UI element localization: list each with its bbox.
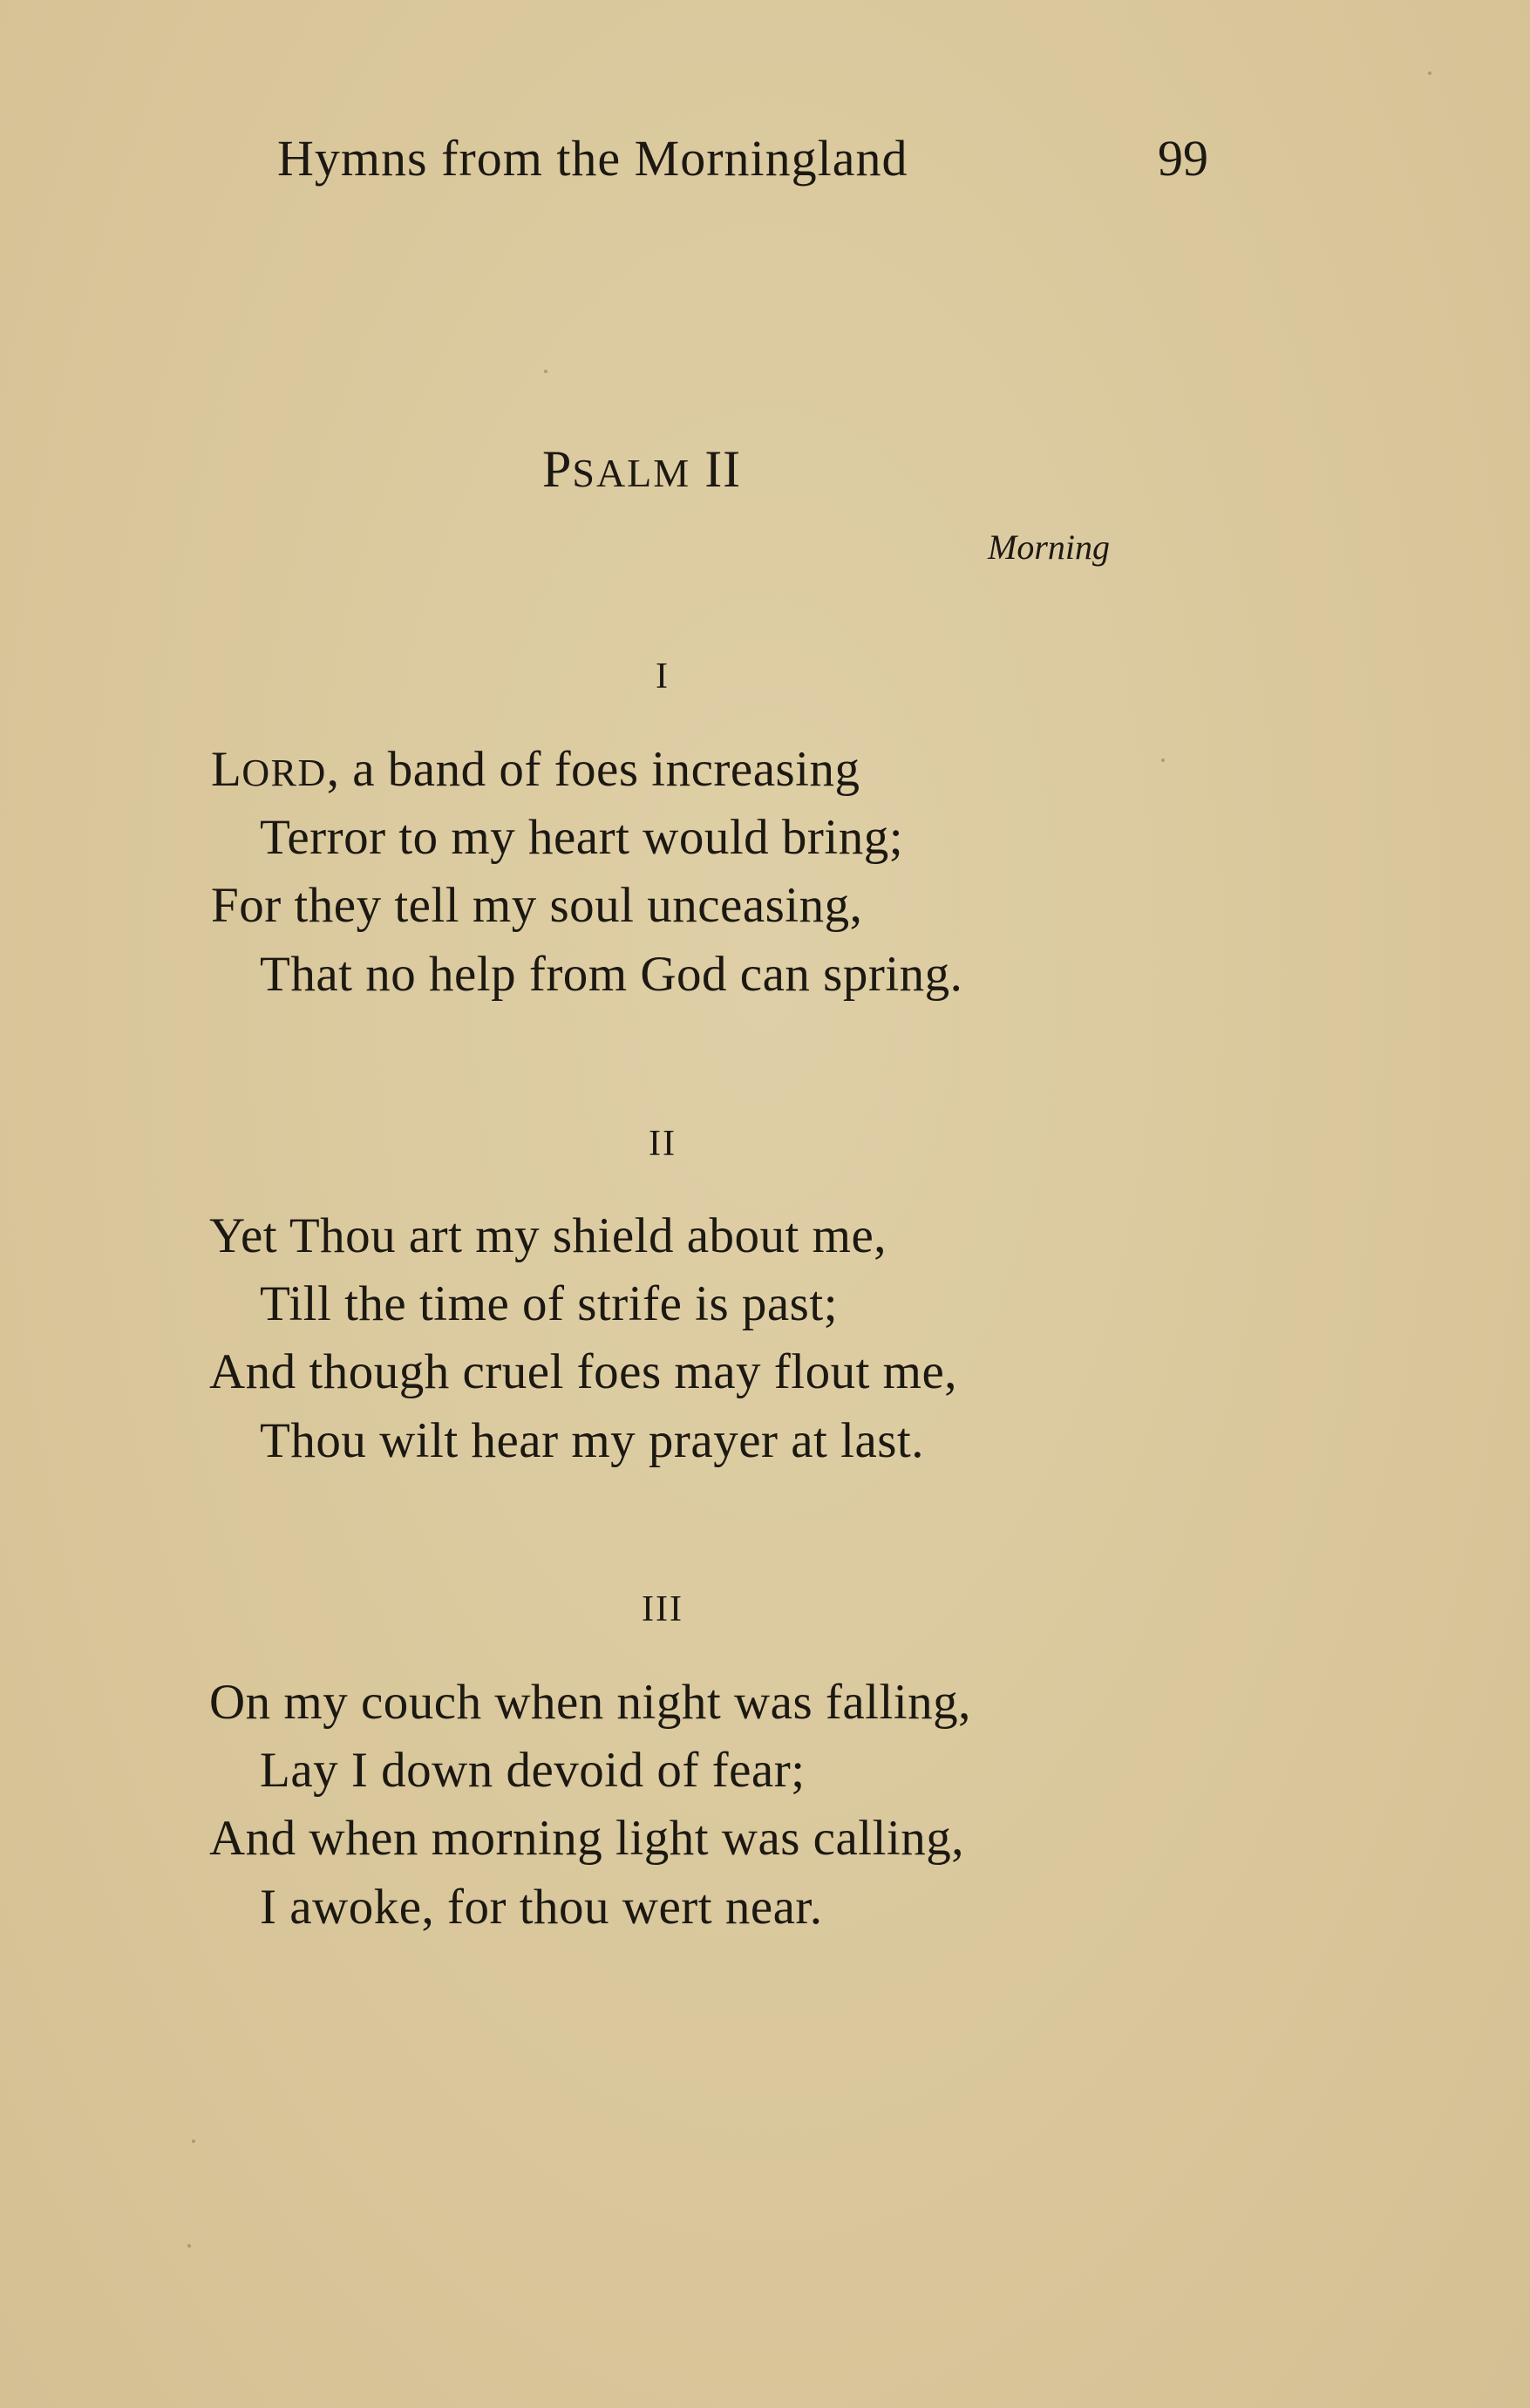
verse-initial: L — [211, 742, 242, 797]
verse-line: And though cruel foes may flout me, — [209, 1344, 958, 1399]
verse-line — [211, 741, 860, 798]
paper-speck — [1428, 71, 1431, 75]
verse-line: For they tell my soul unceasing, — [211, 878, 863, 933]
verse-line: That no help from God can spring. — [260, 947, 963, 1002]
verse-line: I awoke, for thou wert near. — [260, 1880, 823, 1935]
verse-line: Till the time of strife is past; — [260, 1276, 839, 1331]
paper-speck — [192, 2139, 195, 2143]
stanza-numeral: II — [649, 1124, 677, 1164]
verse-line: On my couch when night was falling, — [209, 1675, 971, 1730]
paper-speck — [544, 370, 547, 373]
stanza-numeral: III — [642, 1589, 683, 1629]
page-number: 99 — [1158, 130, 1208, 187]
stanza-numeral: I — [656, 656, 670, 697]
verse-line: Thou wilt hear my prayer at last. — [260, 1413, 925, 1468]
verse-line: And when morning light was calling, — [209, 1811, 965, 1866]
paper-speck — [1161, 758, 1165, 762]
verse-line: Yet Thou art my shield about me, — [209, 1208, 887, 1263]
psalm-title — [542, 439, 741, 500]
paper-speck — [187, 2244, 191, 2248]
verse-line: Lay I down devoid of fear; — [260, 1743, 806, 1798]
psalm-title-smallcaps: SALM — [572, 451, 691, 495]
verse-smallcaps: ORD — [241, 752, 327, 794]
verse-rest: , a band of foes increasing — [326, 742, 860, 797]
running-title: Hymns from the Morningland — [277, 130, 908, 187]
verse-line: Terror to my heart would bring; — [260, 810, 904, 865]
tune-name: Morning — [988, 527, 1110, 567]
psalm-title-initial: P — [542, 440, 573, 498]
psalm-title-number: II — [704, 440, 742, 498]
